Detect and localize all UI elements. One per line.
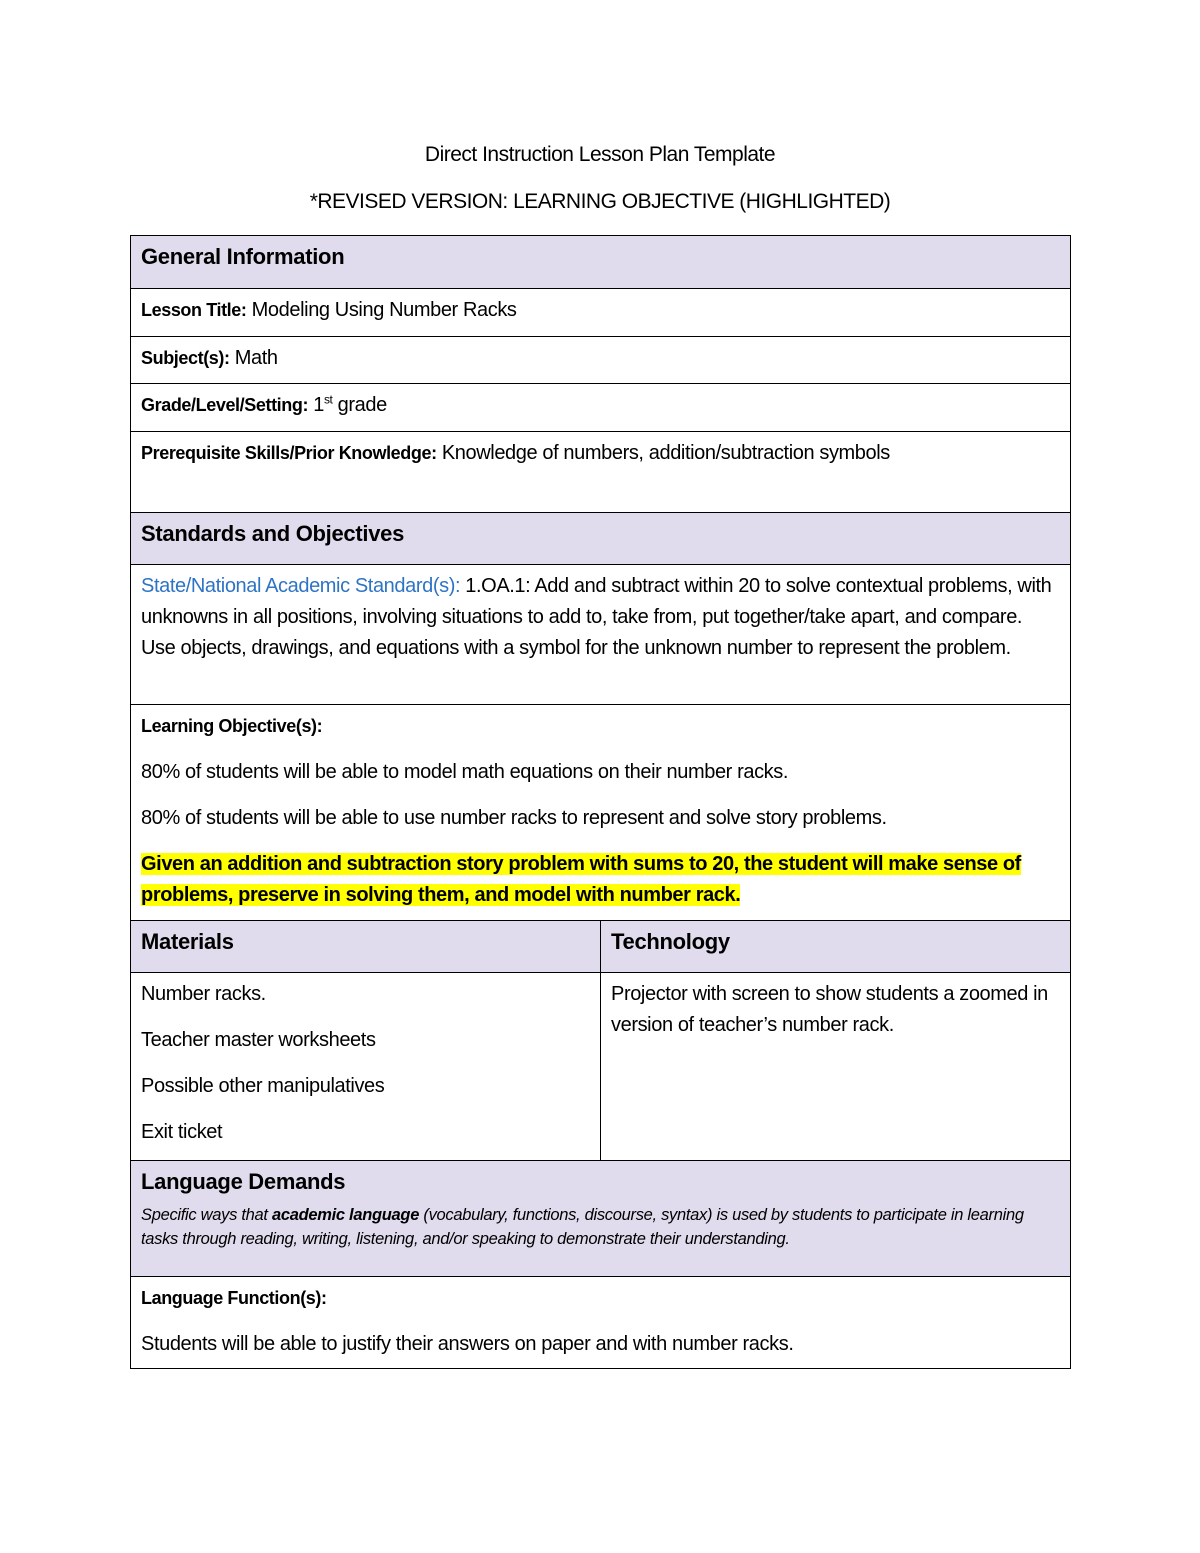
grade-row [131,384,1071,432]
subject-value: Math [234,347,278,369]
objective-1: 80% of students will be able to model math equations on their number racks. [141,761,789,783]
language-demands-cell [131,1161,1071,1277]
prereq-label: Prerequisite Skills/Prior Knowledge: [141,443,437,463]
language-demands-description: Specific ways that academic language (vocabulary, functions, discourse, syntax) is used by students to participate in learning tasks through reading, writing, listening, and/or speaking to demonstrate their understanding. [141,1206,1024,1248]
lesson-title-row [131,289,1071,337]
grade-word: grade [337,394,387,416]
materials-heading: Materials [131,921,601,973]
lesson-title-value: Modeling Using Number Racks [251,299,517,321]
subject-row [131,337,1071,384]
objective-highlighted: Given an addition and subtraction story problem with sums to 20, the student will make sense of problems, preserve in solving them, and model with number rack. [141,853,1021,906]
objectives-label: Learning Objective(s): [141,716,323,736]
grade-value [313,394,387,416]
material-item: Possible other manipulatives [141,1075,385,1097]
prereq-row [131,432,1071,513]
language-demands-heading: Language Demands [141,1169,346,1194]
material-item: Number racks. [141,983,266,1005]
objectives-row [131,705,1071,921]
standard-code: 1.OA.1: [465,575,531,597]
language-function-row [131,1277,1071,1369]
language-function-value: Students will be able to justify their answers on paper and with number racks. [141,1333,794,1355]
standard-text: Add and subtract within 20 to solve contextual problems, with unknowns in all positions, involving situations to add to, take from, put together/take apart, and compare. Use objects, drawings, and equations with a symbol for the unknown number to represent the problem. [141,575,1052,659]
document-title: Direct Instruction Lesson Plan Template [424,143,776,166]
document-subtitle: *REVISED VERSION: LEARNING OBJECTIVE (HIGHLIGHTED) [309,190,891,213]
prereq-value: Knowledge of numbers, addition/subtraction symbols [441,442,890,464]
lesson-title-label: Lesson Title: [141,300,247,320]
standard-label: State/National Academic Standard(s): [141,575,461,597]
grade-label: Grade/Level/Setting: [141,395,309,415]
lesson-plan-table [130,235,1071,1369]
technology-cell [601,973,1071,1161]
objective-2: 80% of students will be able to use number racks to represent and solve story problems. [141,807,887,829]
technology-text: Projector with screen to show students a zoomed in version of teacher’s number rack. [611,983,1048,1036]
grade-suffix: st [323,392,333,407]
standards-heading: Standards and Objectives [131,513,1071,565]
technology-heading: Technology [601,921,1071,973]
grade-number: 1 [313,394,324,416]
materials-list [131,973,601,1161]
general-info-heading: General Information [131,236,1071,289]
material-item: Exit ticket [141,1121,223,1143]
subject-label: Subject(s): [141,348,230,368]
language-function-label: Language Function(s): [141,1288,327,1308]
material-item: Teacher master worksheets [141,1029,376,1051]
standard-row [131,565,1071,705]
